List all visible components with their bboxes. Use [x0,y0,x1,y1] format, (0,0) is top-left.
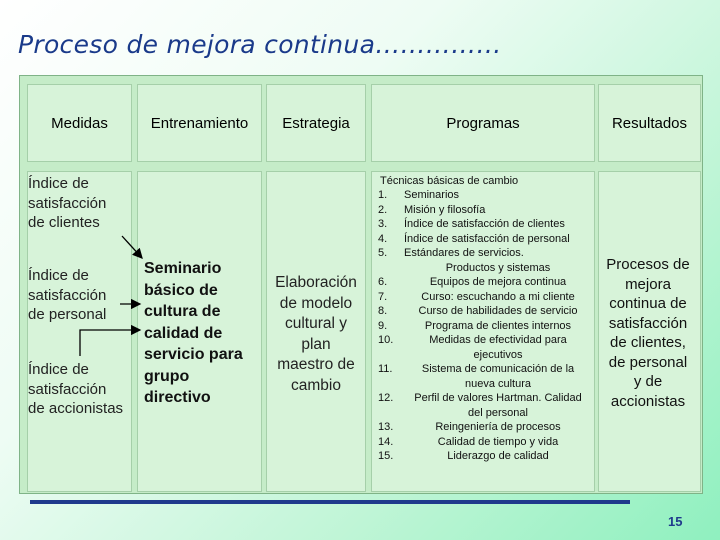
programa-item [378,449,592,464]
programa-text: ejecutivos [473,348,523,361]
header-resultados: Resultados [598,84,701,162]
programa-number: 8. [378,305,388,317]
programa-number: 5. [378,247,388,259]
programas-list [378,188,592,464]
programa-item [378,391,592,406]
programa-item [378,217,592,232]
programa-text: Medidas de efectividad para [429,334,567,346]
programa-text: Curso: escuchando a mi cliente [421,290,575,303]
programa-number: 2. [378,203,388,216]
programa-number [378,377,404,392]
programa-item [378,333,592,348]
programa-text: Reingeniería de procesos [435,421,561,433]
programa-item [378,406,592,421]
programa-item [378,304,592,319]
programa-text: Estándares de servicios. [404,247,524,259]
programa-number: 1. [378,189,388,201]
programa-text: Índice de satisfacción de clientes [404,218,565,230]
header-entrenamiento: Entrenamiento [137,84,262,162]
header-estrategia: Estrategia [266,84,366,162]
programa-text: Productos y sistemas [445,261,551,274]
slide-title: Proceso de mejora continua…………… [18,30,502,59]
programas-intro: Técnicas básicas de cambio [380,175,519,187]
programa-number: 11. [378,363,393,375]
medida-clientes: Índice de satisfacción de clientes [28,175,107,231]
programa-text: Misión y filosofía [404,203,486,216]
medida-accionistas: Índice de satisfacción de accionistas [28,361,124,417]
programa-item [378,362,592,377]
programa-text: Programa de clientes internos [424,319,572,332]
programa-item [378,319,592,334]
programa-item [378,246,592,261]
programa-text: Curso de habilidades de servicio [418,305,578,317]
programa-number: 15. [378,450,394,462]
arrow-accionistas [80,330,140,356]
programa-text: Índice de satisfacción de personal [404,232,570,245]
header-medidas: Medidas [27,84,132,162]
programa-number: 4. [378,232,388,245]
programa-number: 14. [378,435,394,448]
programa-item [378,203,592,218]
page-number: 15 [668,514,683,529]
programa-item [378,348,592,363]
programa-item [378,420,592,435]
programa-number [378,261,404,276]
programa-number: 13. [378,421,394,433]
programa-number: 12. [378,392,394,404]
programa-text: Perfil de valores Hartman. Calidad [414,392,582,404]
programa-item [378,232,592,247]
programa-item [378,435,592,450]
programa-text: Equipos de mejora continua [429,276,567,288]
programa-number: 3. [378,218,388,230]
programa-number: 6. [378,276,388,288]
medida-personal: Índice de satisfacción de personal [28,267,107,323]
programa-item [378,377,592,392]
programa-text: Calidad de tiempo y vida [437,435,559,448]
footer-line [30,500,630,504]
programa-item [378,290,592,305]
programa-text: nueva cultura [464,377,532,390]
programa-item [378,261,592,276]
programa-text: Seminarios [404,189,460,201]
programa-number: 7. [378,290,388,303]
programa-number [378,348,404,363]
resultados-text: Procesos de mejora continua de satisfacción de clientes, de personal y de accionistas [606,256,690,410]
programa-number [378,406,404,421]
entrenamiento-text: Seminario básico de cultura de calidad de servicio para grupo directivo [144,260,243,406]
programa-text: del personal [468,406,528,419]
programa-number: 10. [378,334,394,346]
programa-number: 9. [378,319,388,332]
programa-text: Sistema de comunicación de la [421,363,575,375]
arrow-clientes [122,236,142,258]
estrategia-text: Elaboración de modelo cultural y plan maestro de cambio [275,274,357,394]
programa-item [378,275,592,290]
programa-item [378,188,592,203]
header-programas: Programas [371,84,595,162]
programa-text: Liderazgo de calidad [447,450,549,462]
